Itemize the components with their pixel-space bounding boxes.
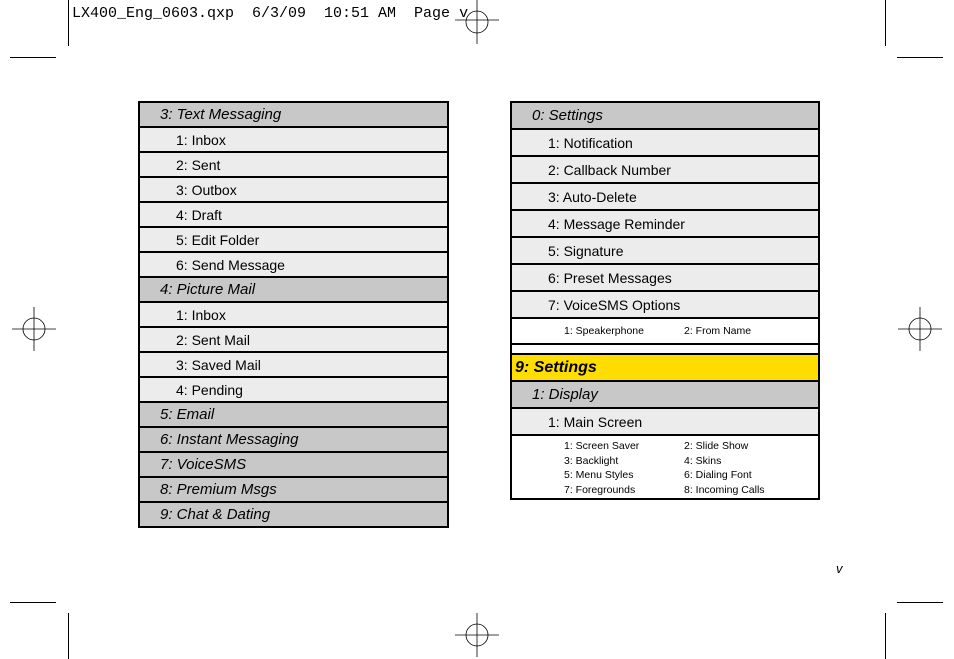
main-screen-options-list [512,436,818,498]
menu-item: 2: Sent [140,153,447,178]
settings-menu-table [510,101,820,500]
menu-section: 6: Instant Messaging [140,428,447,453]
option-text: 7: Foregrounds [564,483,636,496]
menu-item: 1: Notification [512,130,818,157]
option-text: 6: Dialing Font [684,469,752,481]
text-messaging-menu-table [138,101,449,528]
voicesms-options-list [512,319,818,345]
crop-mark [897,57,943,58]
menu-item: 2: Sent Mail [140,328,447,353]
crop-mark [885,613,886,659]
option-text: 1: Speakerphone [564,325,644,337]
option-text: 2: Slide Show [684,440,749,452]
menu-item: 7: VoiceSMS Options [512,292,818,319]
option-text: 3: Backlight [564,454,619,467]
menu-item: 2: Callback Number [512,157,818,184]
menu-item: 1: Inbox [140,128,447,153]
option-text: 4: Skins [684,454,722,467]
menu-item: 4: Draft [140,203,447,228]
menu-item: 1: Main Screen [512,409,818,436]
menu-item: 6: Send Message [140,253,447,278]
menu-item: 3: Outbox [140,178,447,203]
crop-mark [10,602,56,603]
option-text: 2: From Name [684,325,752,337]
page-number: v [836,561,843,576]
spacer-row [512,345,818,355]
menu-item: 3: Auto-Delete [512,184,818,211]
menu-item: 3: Saved Mail [140,353,447,378]
menu-section: 0: Settings [512,103,818,130]
print-slug: LX400_Eng_0603.qxp 6/3/09 10:51 AM Page v [72,5,469,22]
option-text: 8: Incoming Calls [684,483,765,496]
crop-mark [10,57,56,58]
menu-item: 4: Pending [140,378,447,403]
registration-mark-icon [455,613,499,657]
crop-mark [885,0,886,46]
menu-item: 5: Edit Folder [140,228,447,253]
option-text: 1: Screen Saver [564,440,640,452]
crop-mark [897,602,943,603]
option-text: 5: Menu Styles [564,469,634,481]
menu-section: 8: Premium Msgs [140,478,447,503]
menu-item: 4: Message Reminder [512,211,818,238]
settings-title: 9: Settings [512,355,818,382]
registration-mark-icon [12,307,56,351]
crop-mark [68,613,69,659]
menu-section: 9: Chat & Dating [140,503,447,526]
crop-mark [68,0,69,46]
menu-item: 5: Signature [512,238,818,265]
menu-section: 4: Picture Mail [140,278,447,303]
registration-mark-icon [898,307,942,351]
menu-section: 7: VoiceSMS [140,453,447,478]
menu-section: 5: Email [140,403,447,428]
menu-section: 3: Text Messaging [140,103,447,128]
menu-item: 6: Preset Messages [512,265,818,292]
menu-section: 1: Display [512,382,818,409]
registration-mark-icon [455,0,499,44]
menu-item: 1: Inbox [140,303,447,328]
